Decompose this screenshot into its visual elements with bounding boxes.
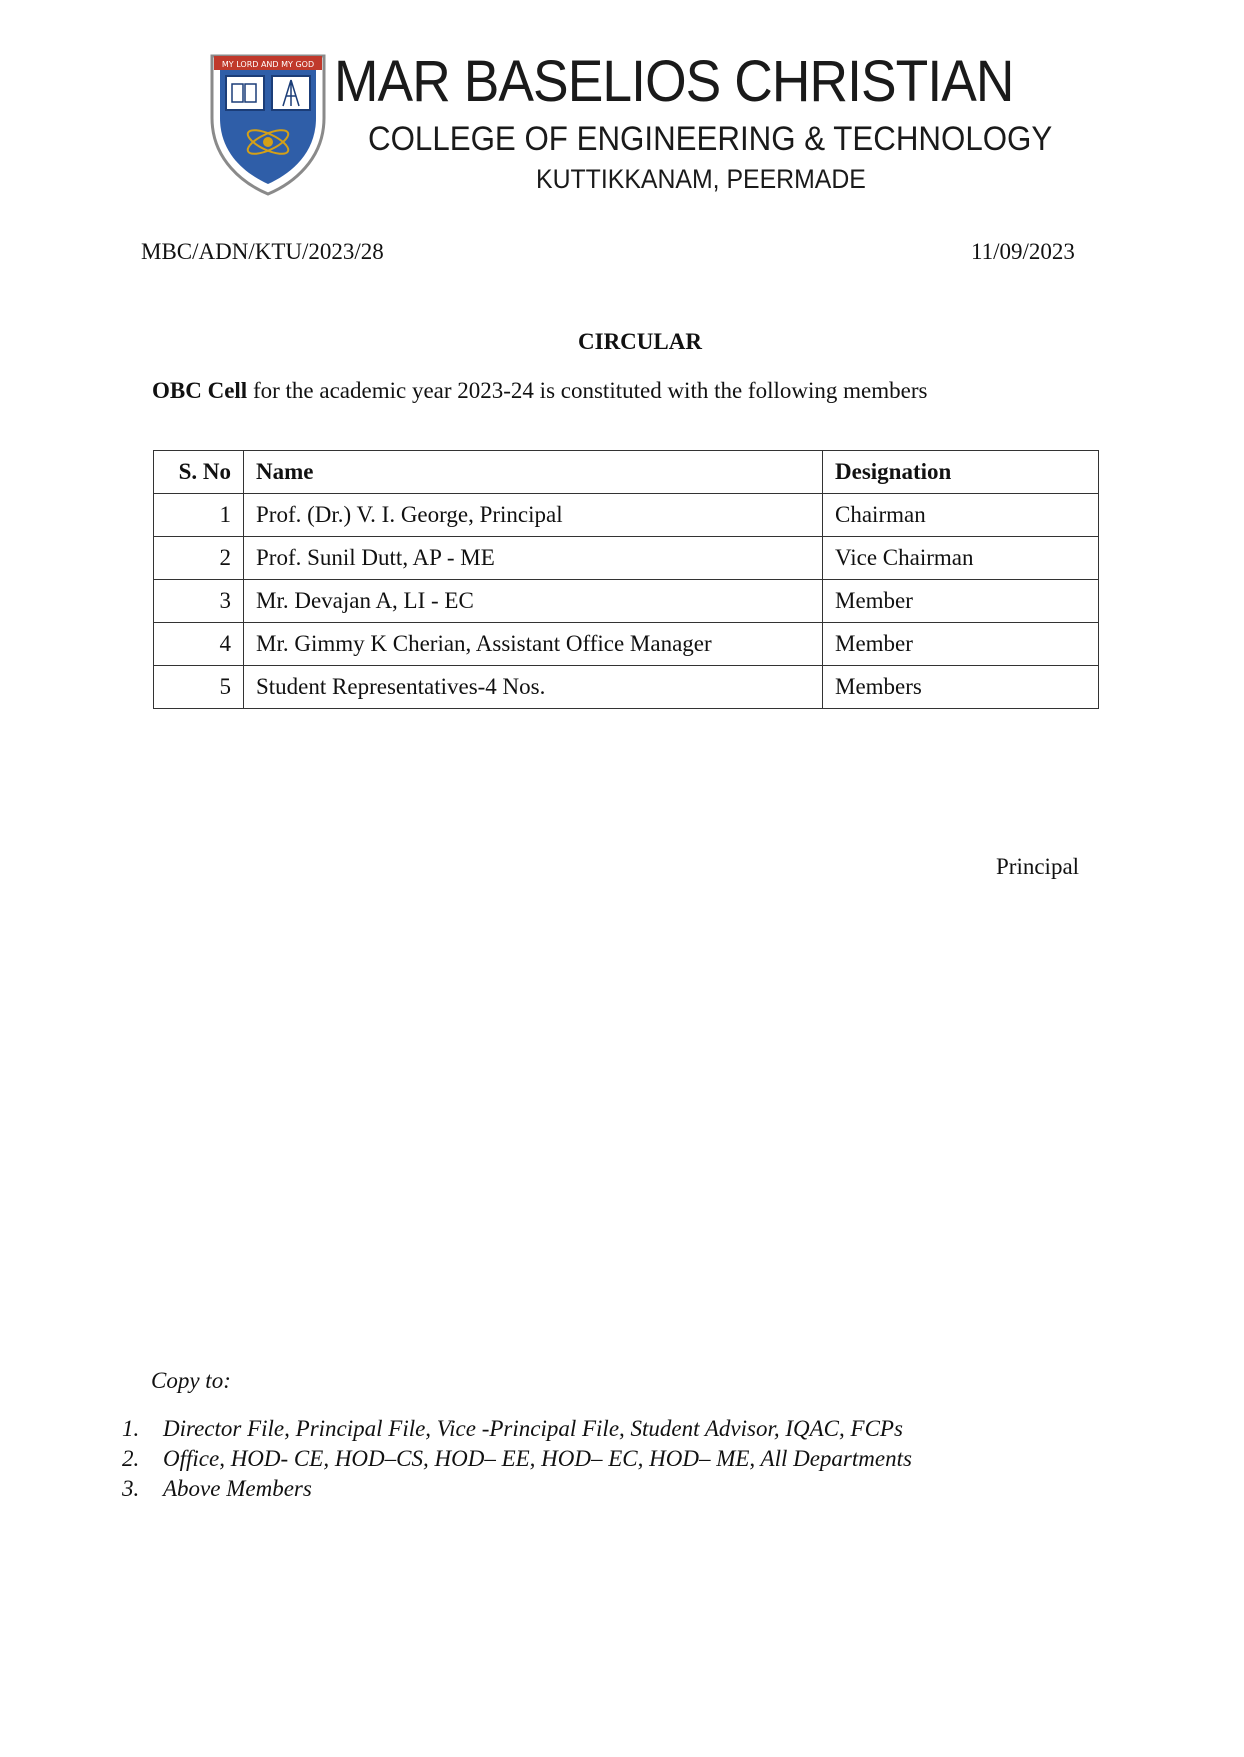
list-number: 3. <box>122 1476 140 1501</box>
cell-name: Prof. Sunil Dutt, AP - ME <box>244 537 823 580</box>
cell-name: Mr. Devajan A, LI - EC <box>244 580 823 623</box>
college-crest-logo <box>206 48 330 198</box>
table-row <box>154 537 1099 580</box>
list-number: 2. <box>122 1446 140 1471</box>
svg-text:MY LORD AND MY GOD: MY LORD AND MY GOD <box>221 60 315 69</box>
cell-sno: 3 <box>154 580 244 623</box>
list-number: 1. <box>122 1416 140 1441</box>
list-text: Office, HOD- CE, HOD–CS, HOD– EE, HOD– EC, HOD– ME, All Departments <box>163 1446 912 1471</box>
copy-to-list <box>122 1416 912 1506</box>
list-item <box>122 1416 912 1446</box>
header-name: Name <box>244 451 823 494</box>
signatory: Principal <box>996 854 1080 879</box>
list-text: Above Members <box>163 1476 312 1501</box>
cell-name: Prof. (Dr.) V. I. George, Principal <box>244 494 823 537</box>
circular-title: CIRCULAR <box>578 329 702 354</box>
intro-bold: OBC Cell <box>152 378 248 403</box>
letterhead <box>206 48 1053 200</box>
cell-name: Mr. Gimmy K Cherian, Assistant Office Manager <box>244 623 823 666</box>
intro-text: for the academic year 2023-24 is constituted with the following members <box>247 378 928 403</box>
table-row <box>154 494 1099 537</box>
table-row <box>154 580 1099 623</box>
cell-designation: Chairman <box>823 494 1099 537</box>
table-header-row <box>154 451 1099 494</box>
cell-designation: Vice Chairman <box>823 537 1099 580</box>
cell-sno: 1 <box>154 494 244 537</box>
list-text: Director File, Principal File, Vice -Principal File, Student Advisor, IQAC, FCPs <box>163 1416 903 1441</box>
circular-date: 11/09/2023 <box>971 239 1075 264</box>
list-item <box>122 1446 912 1476</box>
cell-name: Student Representatives-4 Nos. <box>244 666 823 709</box>
cell-designation: Member <box>823 580 1099 623</box>
list-item <box>122 1476 912 1506</box>
college-name: MAR BASELIOS CHRISTIAN <box>334 49 1014 114</box>
intro-paragraph <box>152 378 927 404</box>
table-row <box>154 623 1099 666</box>
college-location: KUTTIKKANAM, PEERMADE <box>536 164 866 194</box>
reference-number: MBC/ADN/KTU/2023/28 <box>141 239 384 264</box>
cell-designation: Members <box>823 666 1099 709</box>
cell-sno: 2 <box>154 537 244 580</box>
cell-sno: 5 <box>154 666 244 709</box>
cell-designation: Member <box>823 623 1099 666</box>
cell-sno: 4 <box>154 623 244 666</box>
copy-to-label: Copy to: <box>151 1368 231 1393</box>
table-row <box>154 666 1099 709</box>
college-subtitle: COLLEGE OF ENGINEERING & TECHNOLOGY <box>368 120 1053 158</box>
members-table <box>153 450 1099 709</box>
header-designation: Designation <box>823 451 1099 494</box>
header-sno: S. No <box>154 451 244 494</box>
